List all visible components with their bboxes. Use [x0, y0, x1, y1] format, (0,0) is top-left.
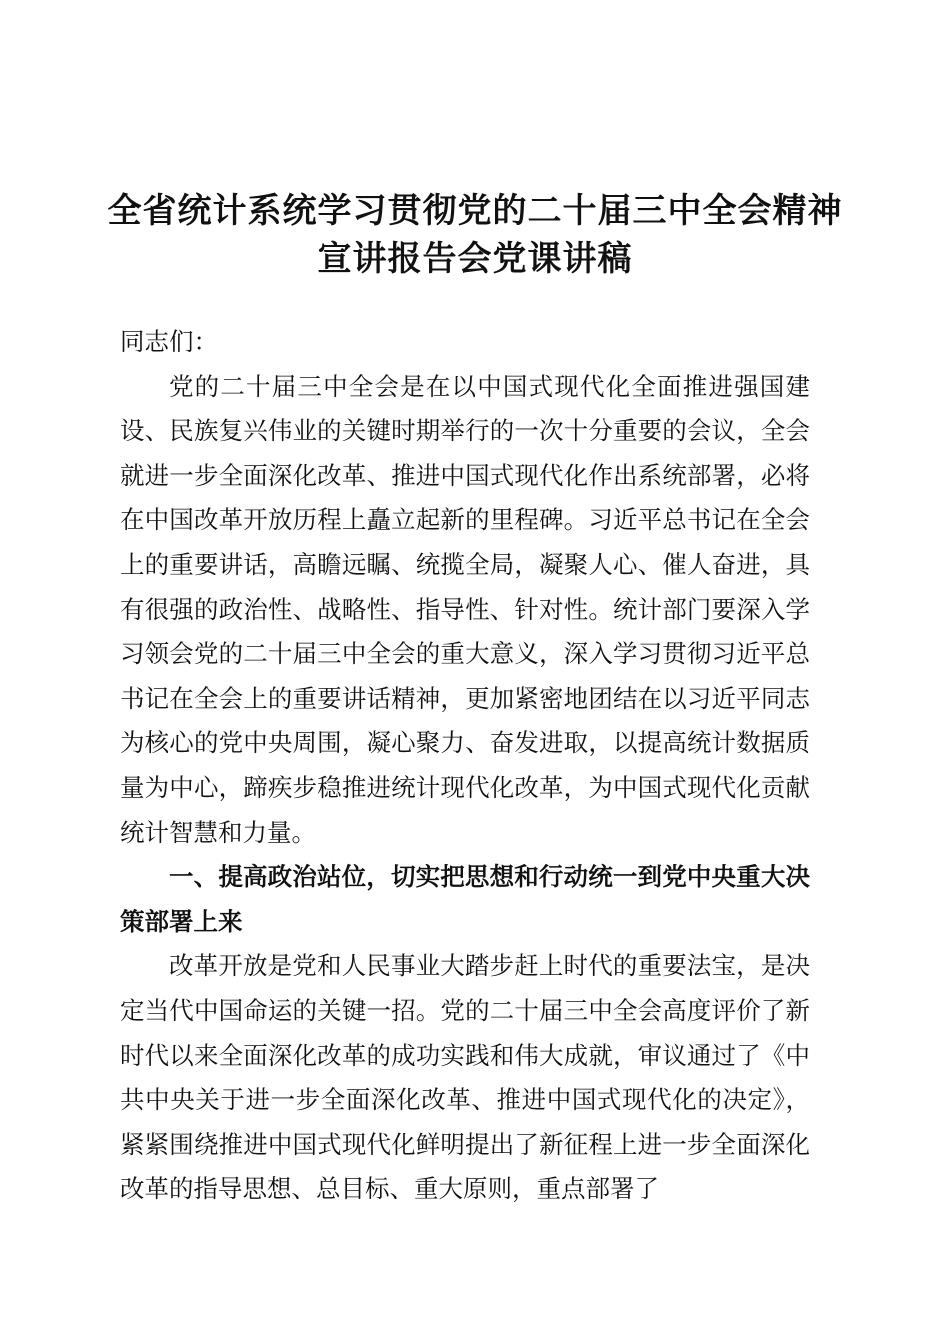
document-body — [120, 320, 810, 1212]
paragraph-intro: 党的二十届三中全会是在以中国式现代化全面推进强国建设、民族复兴伟业的关键时期举行的一次十分重要的会议，全会就进一步全面深化改革、推进中国式现代化作出系统部署，必将在中国改革开放历程上矗立起新的里程碑。习近平总书记在全会上的重要讲话，高瞻远瞩、统揽全局，凝聚人心、催人奋进，具有很强的政治性、战略性、指导性、针对性。统计部门要深入学习领会党的二十届三中全会的重大意义，深入学习贯彻习近平总书记在全会上的重要讲话精神，更加紧密地团结在以习近平同志为核心的党中央周围，凝心聚力、奋发进取，以提高统计数据质量为中心，蹄疾步稳推进统计现代化改革，为中国式现代化贡献统计智慧和力量。 — [120, 371, 810, 847]
paragraph-section-1: 改革开放是党和人民事业大踏步赶上时代的重要法宝，是决定当代中国命运的关键一招。党的二十届三中全会高度评价了新时代以来全面深化改革的成功实践和伟大成就，审议通过了《中共中央关于进一步全面深化改革、推进中国式现代化的决定》，紧紧围绕推进中国式现代化鲜明提出了新征程上进一步全面深化改革的指导思想、总目标、重大原则，重点部署了 — [120, 951, 810, 1204]
document-title: 全省统计系统学习贯彻党的二十届三中全会精神宣讲报告会党课讲稿 — [107, 191, 843, 279]
salutation: 同志们： — [120, 327, 218, 356]
section-heading-1: 一、提高政治站位，切实把思想和行动统一到党中央重大决策部署上来 — [120, 862, 810, 936]
